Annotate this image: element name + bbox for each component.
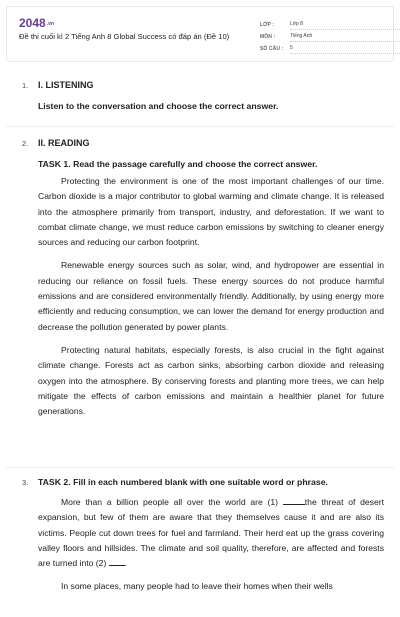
section-number: 1. [22,81,29,90]
meta-class-value: Lớp 8 [290,20,400,30]
meta-subject-row [260,31,400,42]
passage-paragraph: In some places, many people had to leave their homes when their wells [61,581,333,592]
section-number: 2. [22,139,29,148]
passage-paragraph [38,495,384,571]
site-logo[interactable] [19,16,54,30]
passage-paragraph: Protecting natural habitats, especially forests, is also crucial in the fight against climate change. Forests act as carbon sinks, absorbing carbon dioxide and releasing oxygen into the atmosphere. By conserving forests and planting more trees, we can help mitigate the effects of carbon emissions and maintain a healthier planet for future generations. [38,344,384,417]
task-title: TASK 1. Read the passage carefully and choose the correct answer. [38,159,318,169]
section-listening [6,76,394,126]
exam-title: Đề thi cuối kì 2 Tiếng Anh 8 Global Success có đáp án (Đề 10) [19,32,230,41]
meta-subject-label: MÔN : [260,33,276,40]
passage-paragraph: Protecting the environment is one of the most important challenges of our time. Carbon dioxide is a major contributor to global warming and climate change. It is released into the atmosphere primarily from transport, industry, and deforestation. If we want to combat climate change, we must reduce carbon emissions by switching to cleaner energy sources and reducing our carbon footprint. [38,176,384,248]
exam-meta [260,19,400,55]
meta-class-label: LỚP : [260,21,275,28]
blank-1[interactable] [283,496,305,505]
passage-paragraph: Renewable energy sources such as solar, wind, and hydropower are essential in reducing our reliance on fossil fuels. These energy sources do not produce harmful emissions and are considered environmentally friendly. Additionally, by using energy more efficiently and reducing consumption, we can lower the demand for energy production and decrease the pollution generated by power plants. [38,260,384,332]
section-title: I. LISTENING [38,80,94,90]
meta-count-value: 5 [290,44,400,54]
logo-text: 2048 [19,16,46,30]
meta-subject-value: Tiếng Anh [290,32,400,42]
page-header [6,6,394,62]
section-reading [6,126,394,467]
passage-text: More than a billion people all over the world are (1) [61,497,279,507]
section-title: II. READING [38,138,90,148]
meta-count-row [260,43,400,54]
listening-instruction: Listen to the conversation and choose the correct answer. [38,101,279,111]
passage-text: the threat of desert expansion, but few of them are aware that they themselves cause it and are also its victims. People cut down trees for fuel and farmland. Their herd eat up the grass covering valley floors and hillsides. The climate and soil quality, therefore, are affected and forests are turned into (2) [38,497,385,569]
meta-count-label: SỐ CÂU : [260,45,284,52]
task-title: TASK 2. Fill in each numbered blank with one suitable word or phrase. [38,477,328,487]
section-number: 3. [22,478,29,487]
logo-suffix: .vn [46,20,54,27]
meta-class-row [260,19,400,30]
blank-2[interactable] [109,557,128,569]
passage-text: . [124,558,128,569]
section-fill-blank [6,467,394,617]
